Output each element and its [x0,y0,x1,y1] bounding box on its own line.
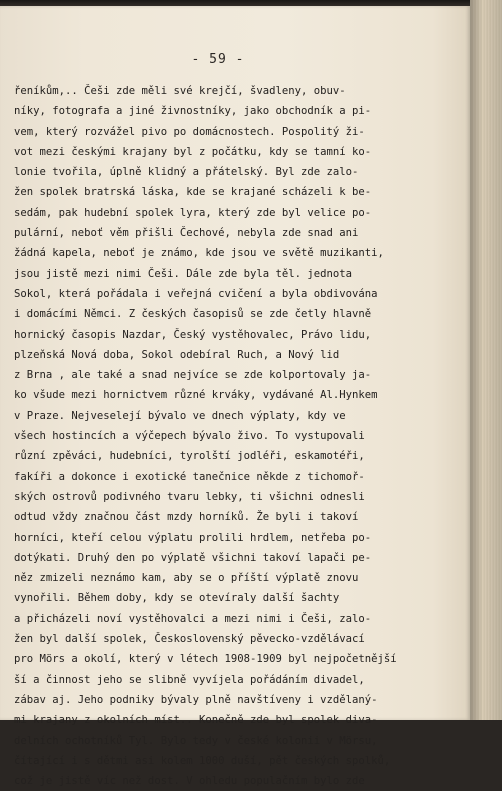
text-line: ko všude mezi hornictvem různé krváky, vydávané Al.Hynkem [14,389,378,402]
text-line: ší a činnost jeho se slibně vyvíjela pořádáním divadel, [14,673,365,686]
text-line: z Brna , ale také a snad nejvíce se zde kolportovaly ja- [14,369,372,382]
text-line: i domácími Němci. Z českých časopisů se zde četly hlavně [14,308,372,321]
text-line: v Praze. Nejveselejí bývalo ve dnech výplaty, kdy ve [14,409,346,422]
text-line: hornický časopis Nazdar, Český vystěhovalec, Právo lidu, [14,328,372,341]
text-line: vot mezi českými krajany byl z počátku, kdy se tamní ko- [14,145,372,158]
text-line: žen byl další spolek, Československý pěvecko-vzdělávací [14,633,365,646]
text-line: delních ochotníků Tyl. Bylo tedy v české kolonii v Mörsu, [14,734,378,747]
document-page [0,6,470,788]
text-line: žen spolek bratrská láska, kde se krajané scházeli k be- [14,186,372,199]
text-line: horníci, kteří celou výplatu prolili hrdlem, netřeba po- [14,531,372,544]
text-line: sedám, pak hudební spolek lyra, který zde byl velice po- [14,206,372,219]
text-line: pulární, neboť věm přišli Čechové, nebyla zde snad ani [14,227,359,240]
text-line: různí zpěváci, hudebníci, tyrolští jodléři, eskamotéři, [14,450,365,463]
body-text [14,81,466,791]
book-page-edges [470,0,502,720]
text-line: řeníkům,.. Češi zde měli své krejčí, švadleny, obuv- [14,85,346,97]
text-line: a přicházeli noví vystěhovalci a mezi nimi i Češi, zalo- [14,612,372,625]
text-line: jsou jistě mezi nimi Češi. Dále zde byla těl. jednota [14,267,353,280]
text-line: fakíři a dokonce i exotické tanečnice někde z tichomoř- [14,470,365,483]
text-line: vem, který rozvážel pivo po domácnostech. Pospolitý ži- [14,125,365,138]
text-line: něz zmizeli neznámo kam, aby se o příští výplatě znovu [14,572,359,585]
text-line: čítající i s dětmi asi kolem 1000 duší, pět českých spolků, [14,754,391,767]
text-line: lonie tvořila, úplně klidný a přátelský. Byl zde zalo- [14,166,359,179]
text-line: dotýkati. Druhý den po výplatě všichni takoví lapači pe- [14,551,372,564]
text-line: ských ostrovů podivného tvaru lebky, ti všichni odnesli [14,490,365,503]
text-line: plzeňská Nová doba, Sokol odebíral Ruch, a Nový lid [14,348,340,361]
text-line: všech hostincích a výčepech bývalo živo. To vystupovali [14,430,365,443]
text-line: žádná kapela, neboť je známo, kde jsou ve světě muzikanti, [14,247,384,260]
text-line: což je jistě víc než dost. V ohledu populačním bylo zde [14,775,365,788]
text-line: mi krajany z okolních míst.. Konečně zde byl spolek diva- [14,714,378,727]
text-line: odtud vždy značnou část mzdy horníků. Že byli i takoví [14,511,359,524]
text-line: níky, fotografa a jiné živnostníky, jako obchodník a pi- [14,105,372,118]
text-line: Sokol, která pořádala i veřejná cvičení a byla obdivována [14,287,378,300]
text-line: pro Mörs a okolí, který v létech 1908-1909 byl nejpočetnější [14,653,397,666]
page-number: - 59 - [191,52,245,67]
text-line: zábav aj. Jeho podniky bývaly plně navštíveny i vzdělaný- [14,693,378,706]
text-line: vynořili. Během doby, kdy se otevíraly další šachty [14,592,340,605]
